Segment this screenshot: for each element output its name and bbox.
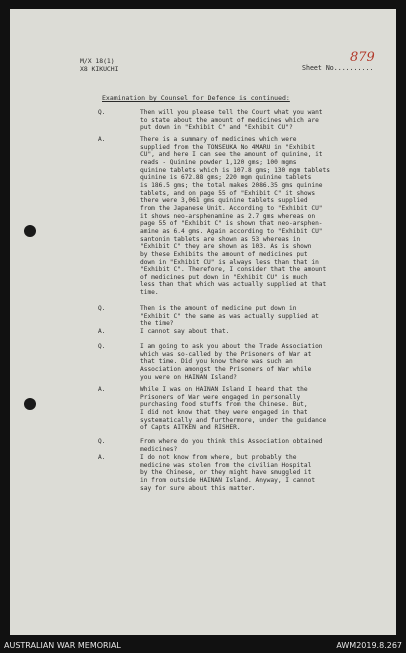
reference-block <box>80 58 118 73</box>
entry-tag: Q. <box>98 343 106 350</box>
text-line: quinine is 672.88 gms; 220 mgm quinine tablets <box>140 174 312 182</box>
text-line: which was so-called by the Prisoners of War at <box>140 350 312 358</box>
text-line: systematically and furthermore, under the guidance <box>140 416 327 424</box>
punch-hole <box>24 225 36 237</box>
question-entry <box>98 438 362 453</box>
footer-credit: AUSTRALIAN WAR MEMORIAL <box>4 641 121 650</box>
text-line: tablets, and on page 55 of "Exhibit C" it shows <box>140 189 316 197</box>
entry-tag: A. <box>98 328 106 335</box>
entry-text <box>140 454 362 492</box>
text-line: of medicines put down in "Exhibit CU" is much <box>140 273 308 281</box>
entry-text <box>140 305 362 328</box>
text-line: you were on HAINAN Island? <box>140 373 237 381</box>
text-line: santonin tablets are shown as 53 whereas in <box>140 235 301 243</box>
text-line: There is a summary of medicines which were <box>140 136 297 143</box>
entry-text <box>140 109 362 132</box>
answer-entry <box>98 328 362 336</box>
text-line: I cannot say about that. <box>140 328 230 335</box>
text-line: of Capts AITKEN and RISHER. <box>140 424 241 432</box>
reference-line: M/X 18(1) <box>80 57 115 65</box>
text-line: by these Exhibits the amount of medicines put <box>140 250 308 258</box>
text-line: quinine tablets which is 107.8 gms; 130 mgm tablets <box>140 166 330 174</box>
text-line: time. <box>140 289 159 297</box>
text-line: From where do you think this Association obtained <box>140 438 323 445</box>
text-line: say for sure about this matter. <box>140 484 256 492</box>
entry-tag: A. <box>98 386 106 393</box>
entry-tag: Q. <box>98 438 106 445</box>
entry-text <box>140 343 362 381</box>
punch-hole <box>24 398 36 410</box>
footer-accession: AWM2019.8.267 <box>336 641 402 650</box>
reference-line: X8 KIKUCHI <box>80 64 119 73</box>
text-line: page 55 of "Exhibit C" is shown that neo-arsphen- <box>140 220 323 228</box>
text-line: the time? <box>140 320 174 328</box>
entry-tag: Q. <box>98 305 106 312</box>
text-line: medicines? <box>140 445 178 453</box>
text-line: is 186.5 gms; the total makes 2086.35 gms quinine <box>140 181 323 189</box>
answer-entry <box>98 136 362 297</box>
text-line: "Exhibit C" they are shown as 103. As is shown <box>140 243 312 251</box>
text-line: less than that which was actually supplied at that <box>140 281 327 289</box>
text-line: medicine was stolen from the civilian Hospital <box>140 461 312 469</box>
text-line: by the Chinese, or they might have smuggled it <box>140 469 312 477</box>
text-line: reads - Quinine powder 1,120 gms; 100 mgms <box>140 158 297 166</box>
text-line: Prisoners of War were engaged in personally <box>140 393 301 401</box>
answer-entry <box>98 386 362 432</box>
text-line: to state about the amount of medicines which are <box>140 116 319 124</box>
question-entry <box>98 343 362 381</box>
entry-text <box>140 328 362 336</box>
entry-text <box>140 386 362 432</box>
text-line: amine as 6.4 gms. Again according to "Exhibit CU" <box>140 227 323 235</box>
text-line: from the Japanese Unit. According to "Exhibit CU" <box>140 204 323 212</box>
answer-entry <box>98 454 362 492</box>
text-line: CU", and here I can see the amount of quinine, it <box>140 151 323 159</box>
text-line: Then is the amount of medicine put down in <box>140 305 297 312</box>
text-line: purchasing food stuffs from the Chinese. But, <box>140 401 308 409</box>
text-line: that time. Did you know there was such an <box>140 358 293 366</box>
entry-tag: A. <box>98 136 106 143</box>
document-page <box>10 9 396 635</box>
footer-bar <box>0 640 406 653</box>
text-line: "Exhibit C". Therefore, I consider that the amount <box>140 266 327 274</box>
text-line: While I was on HAINAN Island I heard that the <box>140 386 308 393</box>
text-line: supplied from the TONSEUKA No 4MARU in "Exhibit <box>140 143 316 151</box>
text-line: Then will you please tell the Court what you want <box>140 109 323 116</box>
text-line: put down in "Exhibit C" and "Exhibit CU"? <box>140 124 293 132</box>
text-line: "Exhibit C" the same as was actually supplied at <box>140 312 319 320</box>
question-entry <box>98 305 362 328</box>
section-heading: Examination by Counsel for Defence is continued: <box>102 94 290 102</box>
sheet-number: 879 <box>350 50 375 65</box>
text-line: I do not know from where, but probably the <box>140 454 297 461</box>
text-line: in from outside HAINAN Island. Anyway, I cannot <box>140 476 316 484</box>
text-line: it shows neo-arsphenamine as 2.7 gms whereas on <box>140 212 316 220</box>
text-line: I did not know that they were engaged in that <box>140 408 308 416</box>
entry-text <box>140 136 362 297</box>
entry-tag: A. <box>98 454 106 461</box>
text-line: there were 3,061 gms quinine tablets supplied <box>140 197 308 205</box>
entry-tag: Q. <box>98 109 106 116</box>
text-line: I am going to ask you about the Trade Association <box>140 343 323 350</box>
question-entry <box>98 109 362 132</box>
entry-text <box>140 438 362 453</box>
text-line: down in "Exhibit CU" is always less than that in <box>140 258 319 266</box>
text-line: Association amongst the Prisoners of War while <box>140 365 312 373</box>
sheet-label: Sheet No.......... <box>302 64 374 72</box>
